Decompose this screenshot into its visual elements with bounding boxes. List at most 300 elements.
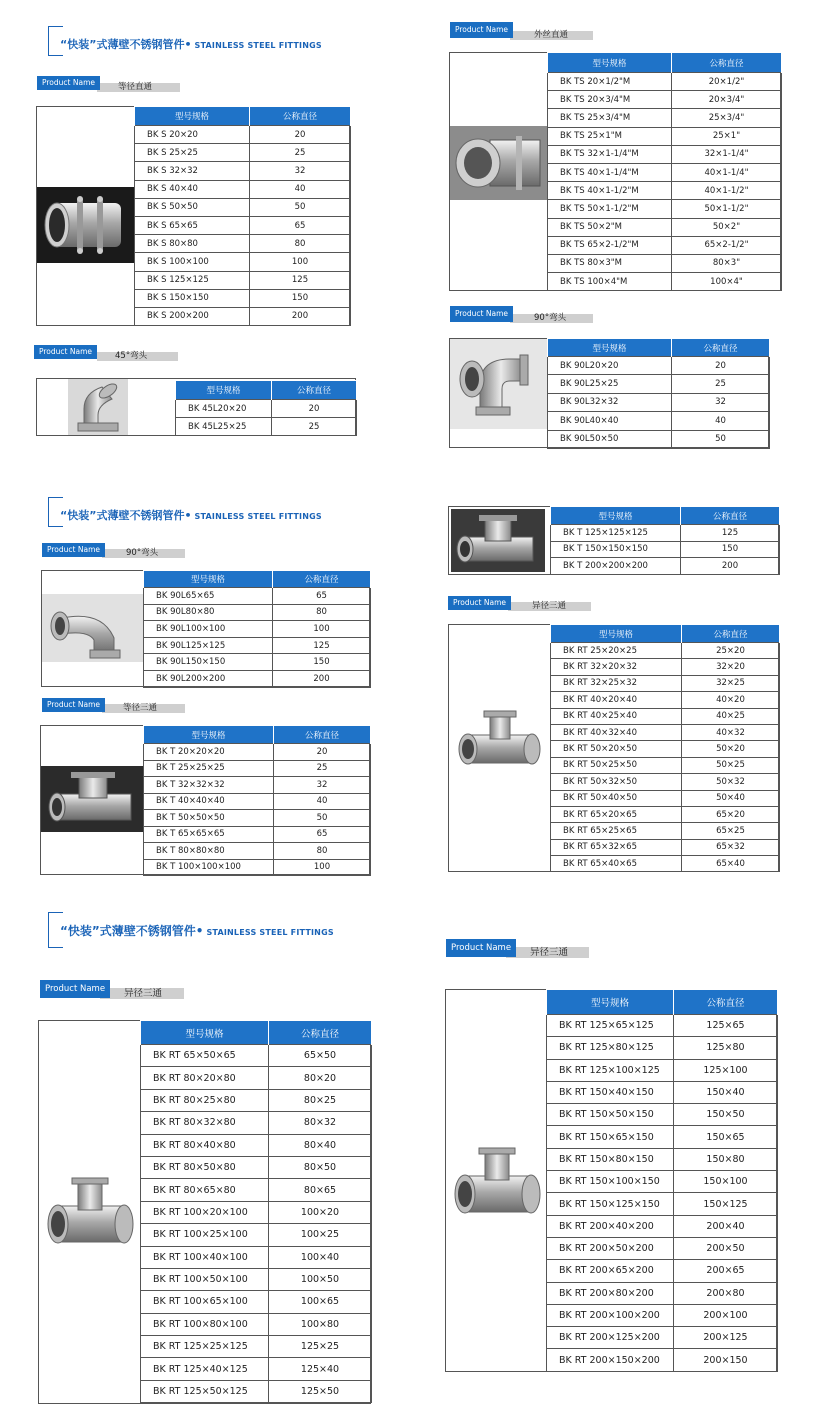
table-row — [547, 1193, 778, 1215]
size-cell: 100×4" — [672, 273, 782, 291]
model-cell: BK RT 200×50×200 — [547, 1237, 674, 1259]
product-type: 90°弯头 — [534, 313, 567, 323]
model-cell: BK RT 150×80×150 — [547, 1148, 674, 1170]
size-cell: 200 — [250, 307, 351, 325]
table-row — [144, 859, 371, 876]
model-cell: BK RT 65×50×65 — [141, 1045, 269, 1067]
size-cell: 40 — [274, 793, 371, 810]
size-cell: 32×20 — [682, 659, 780, 675]
size-cell: 200×150 — [674, 1349, 778, 1371]
table-row — [548, 254, 782, 272]
model-cell: BK TS 40×1-1/2"M — [548, 182, 672, 200]
model-cell: BK 90L200×200 — [144, 670, 273, 687]
size-cell: 200×125 — [674, 1327, 778, 1349]
table-row — [551, 757, 780, 773]
model-cell: BK 45L20×20 — [176, 400, 272, 418]
table-row — [551, 741, 780, 757]
model-cell: BK RT 25×20×25 — [551, 643, 682, 659]
model-cell: BK S 125×125 — [135, 271, 250, 289]
model-cell: BK RT 150×125×150 — [547, 1193, 674, 1215]
header-size: 公称直径 — [672, 53, 782, 73]
size-cell: 25×3/4" — [672, 109, 782, 127]
size-cell: 50×25 — [682, 757, 780, 773]
size-cell: 40×20 — [682, 692, 780, 708]
table-row — [144, 588, 371, 605]
model-cell: BK 90L65×65 — [144, 588, 273, 605]
model-cell: BK RT 200×80×200 — [547, 1282, 674, 1304]
header-size: 公称直径 — [274, 726, 371, 744]
table-row — [141, 1179, 372, 1201]
table-row — [547, 1304, 778, 1326]
table-row — [135, 307, 351, 325]
table-row — [141, 1336, 372, 1358]
product-type: 45°弯头 — [115, 351, 148, 361]
table-row — [141, 1067, 372, 1089]
table-row — [141, 1112, 372, 1134]
header-model: 型号规格 — [135, 107, 250, 126]
model-cell: BK T 65×65×65 — [144, 826, 274, 843]
model-cell: BK TS 80×3"M — [548, 254, 672, 272]
table-row — [551, 692, 780, 708]
table-row — [547, 1237, 778, 1259]
model-cell: BK RT 50×25×50 — [551, 757, 682, 773]
spec-table-elbow45 — [175, 380, 357, 436]
model-cell: BK TS 50×1-1/2"M — [548, 200, 672, 218]
size-cell: 65 — [250, 216, 351, 234]
model-cell: BK RT 150×65×150 — [547, 1126, 674, 1148]
size-cell: 80 — [274, 843, 371, 860]
equal-tee-photo — [41, 766, 143, 832]
table-row — [548, 200, 782, 218]
header-model: 型号规格 — [144, 726, 274, 744]
size-cell: 20 — [250, 126, 351, 144]
table-row — [547, 1059, 778, 1081]
model-cell: BK RT 80×25×80 — [141, 1089, 269, 1111]
size-cell: 20 — [672, 357, 770, 375]
table-row — [144, 654, 371, 671]
table-row — [135, 271, 351, 289]
size-cell: 150×125 — [674, 1193, 778, 1215]
model-cell: BK 90L50×50 — [548, 430, 672, 448]
header-size: 公称直径 — [681, 507, 780, 525]
table-row — [144, 793, 371, 810]
size-cell: 150×100 — [674, 1171, 778, 1193]
table-row — [547, 1148, 778, 1170]
model-cell: BK T 200×200×200 — [551, 558, 681, 575]
model-cell: BK 90L100×100 — [144, 621, 273, 638]
size-cell: 65×2-1/2" — [672, 236, 782, 254]
header-model: 型号规格 — [176, 381, 272, 400]
size-cell: 125 — [250, 271, 351, 289]
size-cell: 65×40 — [682, 856, 780, 872]
size-cell: 125 — [681, 525, 780, 542]
model-cell: BK 90L25×25 — [548, 375, 672, 393]
model-cell: BK RT 40×25×40 — [551, 708, 682, 724]
elbow-45-photo — [68, 379, 128, 435]
size-cell: 80×25 — [269, 1089, 372, 1111]
size-cell: 50×2" — [672, 218, 782, 236]
size-cell: 40×1-1/4" — [672, 163, 782, 181]
size-cell: 100×65 — [269, 1291, 372, 1313]
table-row — [547, 1260, 778, 1282]
model-cell: BK RT 80×65×80 — [141, 1179, 269, 1201]
header-model: 型号规格 — [141, 1021, 269, 1045]
product-type: 外丝直通 — [534, 30, 569, 40]
size-cell: 80×32 — [269, 1112, 372, 1134]
header-model: 型号规格 — [548, 53, 672, 73]
size-cell: 40×1-1/2" — [672, 182, 782, 200]
spec-table-reducing-tee-2 — [140, 1020, 372, 1403]
table-row — [141, 1358, 372, 1380]
table-row — [144, 604, 371, 621]
table-row — [141, 1380, 372, 1402]
size-cell: 50×20 — [682, 741, 780, 757]
model-cell: BK RT 50×32×50 — [551, 774, 682, 790]
table-row — [141, 1224, 372, 1246]
table-row — [144, 621, 371, 638]
header-size: 公称直径 — [272, 381, 357, 400]
model-cell: BK TS 40×1-1/4"M — [548, 163, 672, 181]
model-cell: BK 90L125×125 — [144, 637, 273, 654]
size-cell: 150×80 — [674, 1148, 778, 1170]
table-row — [551, 839, 780, 855]
size-cell: 50 — [274, 810, 371, 827]
model-cell: BK RT 200×100×200 — [547, 1304, 674, 1326]
size-cell: 80×50 — [269, 1156, 372, 1178]
size-cell: 20 — [274, 744, 371, 761]
size-cell: 32 — [250, 162, 351, 180]
table-row — [141, 1268, 372, 1290]
table-row — [135, 144, 351, 162]
table-row — [548, 91, 782, 109]
model-cell: BK RT 125×100×125 — [547, 1059, 674, 1081]
size-cell: 65×25 — [682, 823, 780, 839]
table-row — [548, 218, 782, 236]
model-cell: BK RT 125×50×125 — [141, 1380, 269, 1402]
size-cell: 80×20 — [269, 1067, 372, 1089]
table-row — [144, 744, 371, 761]
model-cell: BK RT 32×25×32 — [551, 675, 682, 691]
product-type: 等径三通 — [123, 703, 158, 713]
size-cell: 125×25 — [269, 1336, 372, 1358]
male-thread-coupling-photo — [450, 126, 547, 200]
table-row — [547, 1171, 778, 1193]
header-model: 型号规格 — [547, 990, 674, 1015]
product-type: 异径三通 — [532, 601, 567, 611]
model-cell: BK S 200×200 — [135, 307, 250, 325]
model-cell: BK RT 150×40×150 — [547, 1081, 674, 1103]
table-row — [548, 393, 770, 411]
size-cell: 100 — [274, 859, 371, 876]
table-row — [547, 1327, 778, 1349]
model-cell: BK 90L80×80 — [144, 604, 273, 621]
spec-table-reducing-tee-3 — [546, 989, 778, 1372]
header-size: 公称直径 — [269, 1021, 372, 1045]
model-cell: BK T 125×125×125 — [551, 525, 681, 542]
table-row — [551, 774, 780, 790]
table-row — [141, 1201, 372, 1223]
elbow-90-large-photo — [42, 594, 143, 662]
spec-table-elbow90-large — [143, 570, 371, 688]
spec-table-straight — [134, 106, 351, 326]
model-cell: BK RT 200×125×200 — [547, 1327, 674, 1349]
table-row — [551, 806, 780, 822]
table-row — [551, 659, 780, 675]
table-row — [548, 163, 782, 181]
table-row — [551, 708, 780, 724]
table-row — [551, 823, 780, 839]
model-cell: BK 90L150×150 — [144, 654, 273, 671]
size-cell: 200 — [273, 670, 371, 687]
table-row — [551, 724, 780, 740]
size-cell: 125×50 — [269, 1380, 372, 1402]
table-row — [141, 1045, 372, 1067]
model-cell: BK RT 80×20×80 — [141, 1067, 269, 1089]
model-cell: BK RT 40×20×40 — [551, 692, 682, 708]
spec-table-male-thread — [547, 52, 782, 291]
model-cell: BK TS 65×2-1/2"M — [548, 236, 672, 254]
model-cell: BK S 65×65 — [135, 216, 250, 234]
table-row — [551, 790, 780, 806]
table-row — [141, 1313, 372, 1335]
size-cell: 20 — [272, 400, 357, 418]
model-cell: BK RT 125×65×125 — [547, 1015, 674, 1037]
model-cell: BK 45L25×25 — [176, 418, 272, 436]
elbow-90-photo — [450, 339, 547, 429]
size-cell: 200×50 — [674, 1237, 778, 1259]
model-cell: BK 90L40×40 — [548, 412, 672, 430]
table-row — [548, 357, 770, 375]
table-row — [548, 236, 782, 254]
table-row — [141, 1246, 372, 1268]
model-cell: BK T 40×40×40 — [144, 793, 274, 810]
table-row — [144, 777, 371, 794]
table-row — [548, 73, 782, 91]
table-row — [176, 418, 357, 436]
size-cell: 32×1-1/4" — [672, 145, 782, 163]
model-cell: BK RT 150×50×150 — [547, 1104, 674, 1126]
header-size: 公称直径 — [682, 625, 780, 643]
size-cell: 200×80 — [674, 1282, 778, 1304]
equal-tee-large-photo — [451, 509, 545, 572]
size-cell: 65×50 — [269, 1045, 372, 1067]
model-cell: BK RT 100×65×100 — [141, 1291, 269, 1313]
model-cell: BK RT 65×25×65 — [551, 823, 682, 839]
size-cell: 200×40 — [674, 1215, 778, 1237]
table-row — [135, 180, 351, 198]
table-row — [548, 273, 782, 291]
size-cell: 40 — [672, 412, 770, 430]
model-cell: BK RT 100×80×100 — [141, 1313, 269, 1335]
size-cell: 100 — [250, 253, 351, 271]
size-cell: 100×80 — [269, 1313, 372, 1335]
table-row — [135, 126, 351, 144]
model-cell: BK T 20×20×20 — [144, 744, 274, 761]
size-cell: 150 — [681, 541, 780, 558]
size-cell: 125×65 — [674, 1015, 778, 1037]
section-title: “快装”式薄壁不锈钢管件• STAINLESS STEEL FITTINGS — [60, 509, 322, 522]
model-cell: BK T 50×50×50 — [144, 810, 274, 827]
table-row — [547, 1126, 778, 1148]
model-cell: BK TS 25×3/4"M — [548, 109, 672, 127]
model-cell: BK TS 20×1/2"M — [548, 73, 672, 91]
size-cell: 65×32 — [682, 839, 780, 855]
size-cell: 20×3/4" — [672, 91, 782, 109]
model-cell: BK TS 50×2"M — [548, 218, 672, 236]
model-cell: BK 90L32×32 — [548, 393, 672, 411]
table-row — [144, 637, 371, 654]
model-cell: BK RT 65×20×65 — [551, 806, 682, 822]
table-row — [551, 856, 780, 872]
table-row — [548, 109, 782, 127]
size-cell: 200 — [681, 558, 780, 575]
table-row — [176, 400, 357, 418]
model-cell: BK RT 80×32×80 — [141, 1112, 269, 1134]
table-row — [141, 1089, 372, 1111]
model-cell: BK TS 100×4"M — [548, 273, 672, 291]
size-cell: 100×50 — [269, 1268, 372, 1290]
table-row — [551, 558, 780, 575]
model-cell: BK RT 125×40×125 — [141, 1358, 269, 1380]
size-cell: 50×32 — [682, 774, 780, 790]
size-cell: 65 — [274, 826, 371, 843]
size-cell: 65 — [273, 588, 371, 605]
size-cell: 32 — [274, 777, 371, 794]
model-cell: BK RT 150×100×150 — [547, 1171, 674, 1193]
table-row — [547, 1215, 778, 1237]
size-cell: 40×25 — [682, 708, 780, 724]
section-title: “快装”式薄壁不锈钢管件• STAINLESS STEEL FITTINGS — [60, 924, 334, 938]
model-cell: BK S 100×100 — [135, 253, 250, 271]
table-row — [547, 1104, 778, 1126]
header-model: 型号规格 — [551, 507, 681, 525]
spec-table-elbow90-small — [547, 338, 770, 449]
model-cell: BK RT 125×25×125 — [141, 1336, 269, 1358]
size-cell: 50×40 — [682, 790, 780, 806]
model-cell: BK S 25×25 — [135, 144, 250, 162]
table-row — [548, 182, 782, 200]
model-cell: BK T 80×80×80 — [144, 843, 274, 860]
size-cell: 125×40 — [269, 1358, 372, 1380]
model-cell: BK S 20×20 — [135, 126, 250, 144]
model-cell: BK RT 65×40×65 — [551, 856, 682, 872]
size-cell: 200×65 — [674, 1260, 778, 1282]
model-cell: BK S 50×50 — [135, 198, 250, 216]
table-row — [141, 1156, 372, 1178]
table-row — [135, 216, 351, 234]
size-cell: 150×65 — [674, 1126, 778, 1148]
size-cell: 40 — [250, 180, 351, 198]
header-model: 型号规格 — [551, 625, 682, 643]
straight-coupling-photo — [37, 187, 134, 263]
section-title: “快装”式薄壁不锈钢管件• STAINLESS STEEL FITTINGS — [60, 38, 322, 51]
product-type: 90°弯头 — [126, 548, 159, 558]
model-cell: BK RT 32×20×32 — [551, 659, 682, 675]
reducing-tee-xl-photo — [449, 1140, 545, 1228]
table-row — [548, 145, 782, 163]
model-cell: BK S 32×32 — [135, 162, 250, 180]
header-model: 型号规格 — [548, 339, 672, 357]
table-row — [135, 289, 351, 307]
size-cell: 125 — [273, 637, 371, 654]
size-cell: 80×65 — [269, 1179, 372, 1201]
size-cell: 50×1-1/2" — [672, 200, 782, 218]
size-cell: 25 — [672, 375, 770, 393]
model-cell: BK 90L20×20 — [548, 357, 672, 375]
model-cell: BK RT 200×40×200 — [547, 1215, 674, 1237]
table-row — [551, 675, 780, 691]
table-row — [135, 253, 351, 271]
size-cell: 25 — [250, 144, 351, 162]
table-row — [547, 1349, 778, 1371]
model-cell: BK RT 100×20×100 — [141, 1201, 269, 1223]
table-row — [141, 1134, 372, 1156]
table-row — [551, 643, 780, 659]
model-cell: BK T 25×25×25 — [144, 760, 274, 777]
table-row — [141, 1291, 372, 1313]
table-row — [135, 235, 351, 253]
model-cell: BK RT 65×32×65 — [551, 839, 682, 855]
size-cell: 125×100 — [674, 1059, 778, 1081]
table-row — [144, 810, 371, 827]
size-cell: 80 — [250, 235, 351, 253]
model-cell: BK RT 200×65×200 — [547, 1260, 674, 1282]
product-type: 异径三通 — [124, 988, 163, 999]
size-cell: 100 — [273, 621, 371, 638]
model-cell: BK RT 125×80×125 — [547, 1037, 674, 1059]
size-cell: 25 — [274, 760, 371, 777]
model-cell: BK RT 50×40×50 — [551, 790, 682, 806]
table-row — [144, 843, 371, 860]
size-cell: 100×25 — [269, 1224, 372, 1246]
header-size: 公称直径 — [674, 990, 778, 1015]
size-cell: 100×20 — [269, 1201, 372, 1223]
model-cell: BK RT 100×50×100 — [141, 1268, 269, 1290]
table-row — [551, 525, 780, 542]
model-cell: BK RT 80×40×80 — [141, 1134, 269, 1156]
table-row — [144, 670, 371, 687]
model-cell: BK S 150×150 — [135, 289, 250, 307]
table-row — [548, 430, 770, 448]
size-cell: 65×20 — [682, 806, 780, 822]
size-cell: 25×20 — [682, 643, 780, 659]
model-cell: BK TS 20×3/4"M — [548, 91, 672, 109]
reducing-tee-photo — [452, 705, 548, 777]
size-cell: 20×1/2" — [672, 73, 782, 91]
model-cell: BK T 150×150×150 — [551, 541, 681, 558]
model-cell: BK S 80×80 — [135, 235, 250, 253]
product-type: 异径三通 — [530, 947, 569, 958]
size-cell: 80 — [273, 604, 371, 621]
size-cell: 150 — [273, 654, 371, 671]
spec-table-equal-tee — [143, 725, 371, 876]
size-cell: 32×25 — [682, 675, 780, 691]
table-row — [135, 198, 351, 216]
size-cell: 200×100 — [674, 1304, 778, 1326]
model-cell: BK TS 32×1-1/4"M — [548, 145, 672, 163]
table-row — [144, 826, 371, 843]
size-cell: 25 — [272, 418, 357, 436]
table-row — [548, 412, 770, 430]
size-cell: 80×40 — [269, 1134, 372, 1156]
table-row — [551, 541, 780, 558]
header-size: 公称直径 — [250, 107, 351, 126]
model-cell: BK RT 200×150×200 — [547, 1349, 674, 1371]
size-cell: 25×1" — [672, 127, 782, 145]
product-type: 等径直通 — [118, 82, 153, 92]
model-cell: BK RT 100×40×100 — [141, 1246, 269, 1268]
header-size: 公称直径 — [672, 339, 770, 357]
